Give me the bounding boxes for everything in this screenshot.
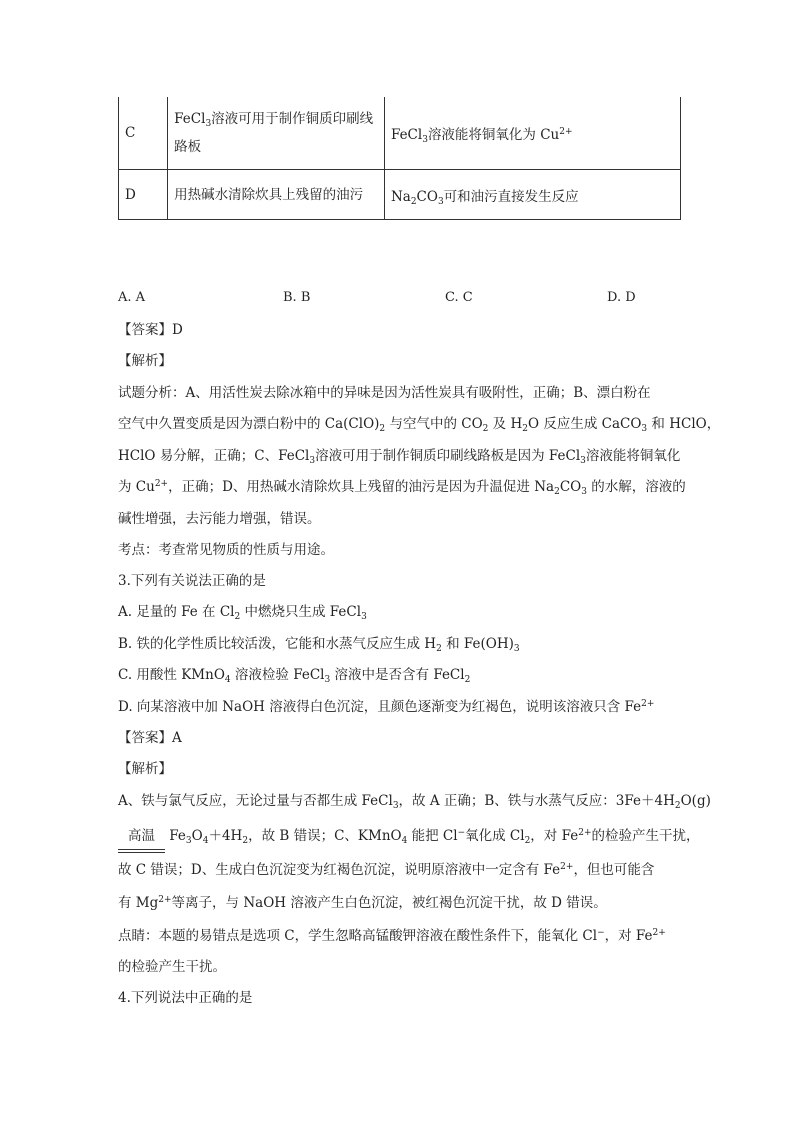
property-table — [118, 97, 681, 220]
reason-cell: $Na_2CO_3$可和油污直接发生反应 — [384, 170, 680, 220]
exam-point: 考点：考查常见物质的性质与用途。 — [118, 542, 334, 558]
note-text: 点睛：本题的易错点是选项 C，学生忽略高锰酸钾溶液在酸性条件下，能氧化 Cl−，对 $Fe^{2+}$ — [118, 928, 666, 944]
answer-line: 【答案】A — [118, 730, 182, 746]
option-d: D. D — [607, 290, 636, 305]
option-a: A. A — [118, 290, 146, 305]
analysis-text: 为 $Cu^{2+}$，正确；D、用热碱水清除炊具上残留的油污是因为升温促进 $Na_2CO_3$ 的水解，溶液的 — [118, 479, 686, 497]
row-letter: D — [119, 170, 168, 220]
analysis-text: 空气中久置变质是因为漂白粉中的 $Ca(ClO)_2$ 与空气中的 $CO_2$ 及 $H_2O$ 反应生成 CaCO$_3$ 和 HClO， — [118, 416, 721, 434]
note-text: 的检验产生干扰。 — [118, 959, 226, 975]
method-cell: FeCl$_3$溶液可用于制作铜质印刷线 路板 — [168, 97, 385, 170]
question-3-option-b: B. 铁的化学性质比较活泼，它能和水蒸气反应生成 $H_2$ 和 $Fe(OH)_3$ — [118, 636, 520, 654]
option-b: B. B — [283, 290, 311, 305]
question-3-option-a: A. 足量的 Fe 在 $Cl_2$ 中燃烧只生成 FeCl$_3$ — [118, 604, 367, 622]
table-row — [119, 170, 681, 220]
analysis-text: 碱性增强，去污能力增强，错误。 — [118, 511, 321, 527]
analysis-text: 故 C 错误；D、生成白色沉淀变为红褐色沉淀，说明原溶液中一定含有 $Fe^{2+}$，但也可能含 — [118, 862, 655, 878]
option-c: C. C — [445, 290, 473, 305]
method-cell: 用热碱水清除炊具上残留的油污 — [168, 170, 385, 220]
table-row — [119, 97, 681, 170]
row-letter: C — [119, 97, 168, 170]
analysis-text: 高温 $Fe_3O_4+4H_2$，故 B 错误；C、KMnO$_4$ 能把 Cl−氧化成 $Cl_2$，对 $Fe^{2+}$的检验产生干扰， — [118, 826, 700, 846]
analysis-label: 【解析】 — [118, 353, 172, 369]
question-3-option-c: C. 用酸性 KMnO$_4$ 溶液检验 FeCl$_3$ 溶液中是否含有 FeCl$_2$ — [118, 667, 471, 685]
analysis-text: A、铁与氯气反应，无论过量与否都生成 FeCl$_3$，故 A 正确；B、铁与水蒸气反应：$3Fe+4H_2O(g)$ — [118, 793, 711, 811]
analysis-text: 有 $Mg^{2+}$等离子，与 NaOH 溶液产生白色沉淀，被红褐色沉淀干扰，故 D 错误。 — [118, 895, 607, 911]
question-3-stem: 3.下列有关说法正确的是 — [118, 573, 266, 589]
analysis-text: 试题分析：A、用活性炭去除冰箱中的异味是因为活性炭具有吸附性，正确；B、漂白粉在 — [118, 385, 651, 401]
answer-line: 【答案】D — [118, 322, 183, 338]
analysis-label: 【解析】 — [118, 761, 172, 777]
reason-cell: FeCl$_3$溶液能将铜氧化为 $Cu^{2+}$ — [384, 97, 680, 170]
question-3-option-d: D. 向某溶液中加 NaOH 溶液得白色沉淀，且颜色逐渐变为红褐色，说明该溶液只含 $Fe^{2+}$ — [118, 699, 655, 715]
reaction-condition: 高温 — [118, 826, 165, 846]
analysis-text: HClO 易分解，正确；C、FeCl$_3$溶液可用于制作铜质印刷线路板是因为 FeCl$_3$溶液能将铜氧化 — [118, 448, 681, 466]
question-4-stem: 4.下列说法中正确的是 — [118, 990, 253, 1006]
